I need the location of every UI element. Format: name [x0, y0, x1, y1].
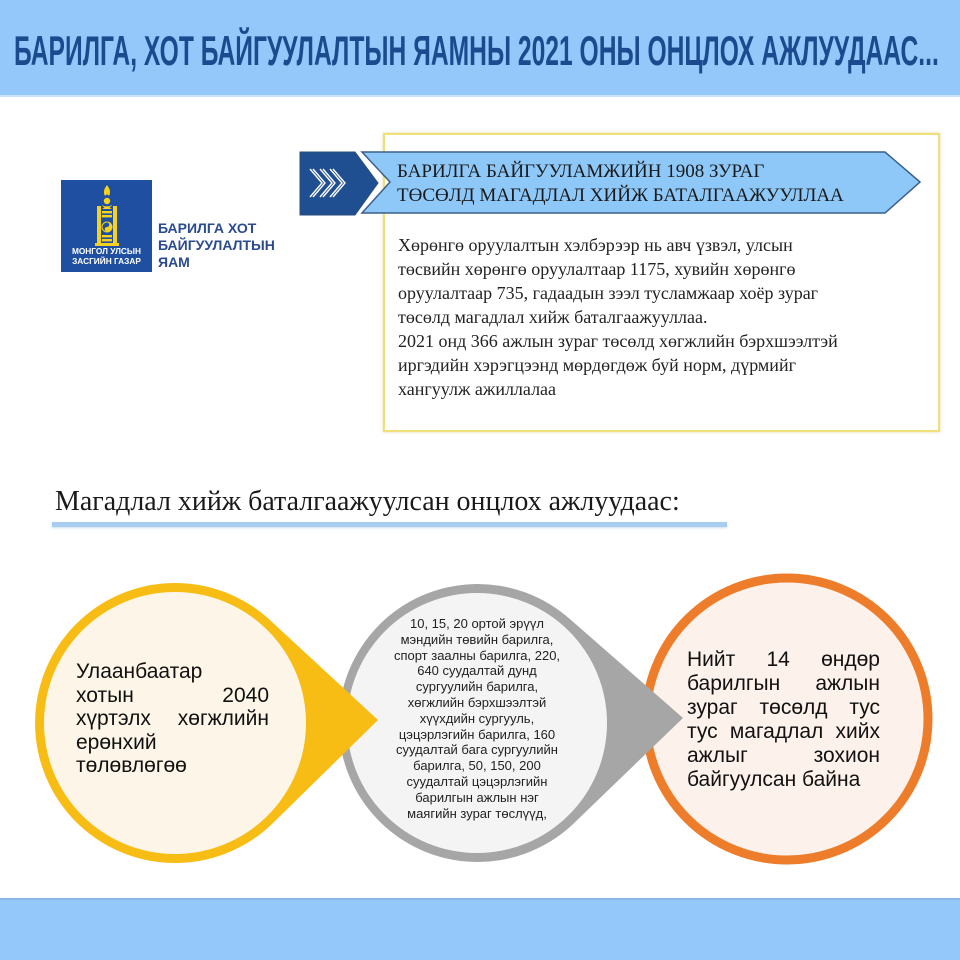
highlight-body-line: оруулалтаар 735, гадаадын зээл тусламжаар хоёр зураг: [398, 283, 819, 303]
gov-name-line-1: МОНГОЛ УЛСЫН: [71, 246, 142, 256]
item-2-line: 10, 15, 20 ортой эрүүл: [410, 616, 544, 631]
item-1-line: төлөвлөгөө: [76, 754, 187, 777]
item-3-line: байгуулсан байна: [687, 768, 861, 791]
item-2-line: барилгын ажлын нэг: [415, 789, 539, 805]
item-2-line: барилга, 50, 150, 200: [413, 758, 541, 774]
highlight-body-line: хангуулж ажиллалаа: [398, 379, 557, 399]
item-3-line: тус магадлал хийх: [687, 720, 880, 743]
ministry-name-line: БАРИЛГА ХОТ: [158, 220, 257, 236]
highlight-body-line: төсвийн хөрөнгө оруулалтаар 1175, хувийн хөрөнгө: [398, 259, 796, 279]
item-2-line: 640 суудалтай дунд: [417, 663, 537, 679]
item-2-line: сургуулийн барилга,: [415, 679, 539, 695]
highlight-body-line: 2021 онд 366 ажлын зураг төсөлд хөгжлийн бэрхшээлтэй: [398, 331, 838, 351]
item-2-line: мэндийн төвийн барилга,: [400, 631, 554, 647]
highlight-title-line: БАРИЛГА БАЙГУУЛАМЖИЙН 1908 ЗУРАГ: [397, 161, 765, 182]
highlight-body-line: Хөрөнгө оруулалтын хэлбэрээр нь авч үзвэл, улсын: [398, 235, 793, 255]
item-2-line: маягийн зураг төслүүд,: [407, 805, 547, 821]
item-2-text: [357, 616, 597, 821]
page-title: БАРИЛГА, ХОТ БАЙГУУЛАЛТЫН ЯАМНЫ 2021 ОНЫ ОНЦЛОХ АЖЛУУДААС...: [14, 27, 939, 74]
footer-bar: [0, 898, 960, 960]
item-3-line: ажлыг зохион: [687, 744, 880, 767]
ministry-name-line: ЯАМ: [158, 254, 190, 270]
item-2-line: суудалтай цэцэрлэгийн: [406, 773, 548, 789]
item-3-line: зураг төсөлд тус: [687, 696, 880, 719]
item-1-line: хүртэлх хөгжлийн: [76, 707, 269, 730]
item-1-text: [76, 660, 269, 778]
item-2-line: цэцэрлэгийн барилга, 160: [398, 726, 556, 742]
item-3-text: [687, 648, 880, 792]
item-1-line: Улаанбаатар: [76, 660, 203, 683]
highlight-body-line: төсөлд магадлал хийж баталгаажууллаа.: [398, 307, 708, 327]
item-2-line: хүүхдийн сургууль,: [419, 710, 535, 726]
item-2-line: хөгжлийн бэрхшээлтэй: [407, 694, 547, 710]
section-heading: Магадлал хийж баталгаажуулсан онцлох ажлуудаас:: [55, 486, 680, 517]
item-3-line: Нийт 14 өндөр: [687, 648, 880, 671]
item-1-line: ерөнхий: [76, 730, 157, 754]
item-2-line: суудалтай бага сургуулийн: [396, 742, 558, 758]
ministry-name-line: БАЙГУУЛАЛТЫН: [158, 237, 275, 253]
item-3-line: барилгын ажлын: [687, 672, 880, 695]
highlight-title-line: ТӨСӨЛД МАГАДЛАЛ ХИЙЖ БАТАЛГААЖУУЛЛАА: [397, 185, 844, 206]
item-2-line: спорт заалны барилга, 220,: [393, 647, 561, 663]
highlight-body-line: иргэдийн хэрэгцээнд мөрдөгдөж буй норм, дүрмийг: [398, 355, 796, 375]
item-1-line: хотын 2040: [76, 683, 269, 707]
gov-name-line-2: ЗАСГИЙН ГАЗАР: [72, 256, 141, 266]
